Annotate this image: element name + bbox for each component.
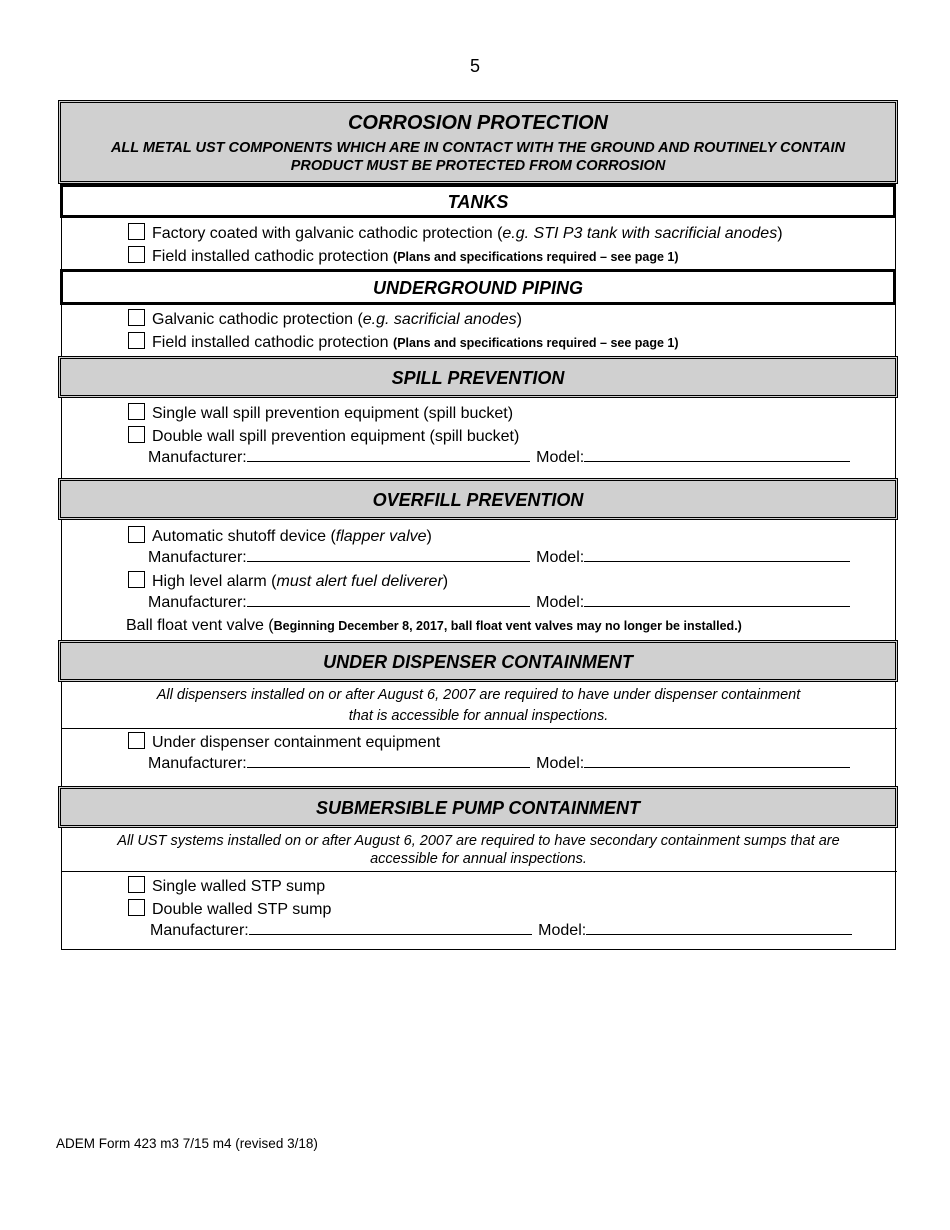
piping-header: [60, 269, 896, 305]
piping-field-installed-checkbox[interactable]: [128, 332, 145, 349]
overfill-option-shutoff[interactable]: Automatic shutoff device (flapper valve): [128, 526, 432, 546]
spill-title: SPILL PREVENTION: [391, 368, 565, 388]
corrosion-subtitle-line2: PRODUCT MUST BE PROTECTED FROM CORROSION: [290, 158, 666, 174]
submersible-title: SUBMERSIBLE PUMP CONTAINMENT: [316, 798, 640, 818]
dispenser-title: UNDER DISPENSER CONTAINMENT: [323, 652, 633, 672]
tanks-section: [61, 218, 896, 269]
tanks-option-field-installed[interactable]: Field installed cathodic protection (Plans and specifications required – see page 1): [128, 246, 679, 266]
submersible-note-line1: All UST systems installed on or after August 6, 2007 are required to have secondary containment sumps that are: [117, 833, 840, 849]
submersible-header: [58, 786, 898, 828]
dispenser-model-field[interactable]: [584, 755, 850, 768]
overfill-option-alarm[interactable]: High level alarm (must alert fuel deliverer): [128, 571, 448, 591]
dispenser-manufacturer-field[interactable]: [247, 755, 530, 768]
spill-manufacturer-model: Manufacturer: Model:: [148, 449, 850, 467]
dispenser-section: [61, 682, 896, 786]
tanks-option-factory-coated[interactable]: Factory coated with galvanic cathodic protection (e.g. STI P3 tank with sacrificial anodes): [128, 223, 783, 243]
ball-float-vent-note: Ball float vent valve (Beginning December 8, 2017, ball float vent valves may no longer be installed.): [126, 617, 742, 634]
piping-option-galvanic[interactable]: Galvanic cathodic protection (e.g. sacrificial anodes): [128, 309, 522, 329]
submersible-model-field[interactable]: [586, 922, 852, 935]
submersible-note-line2: accessible for annual inspections.: [370, 851, 587, 867]
spill-option-single-wall[interactable]: Single wall spill prevention equipment (spill bucket): [128, 403, 513, 423]
corrosion-subtitle-line1: ALL METAL UST COMPONENTS WHICH ARE IN CONTACT WITH THE GROUND AND ROUTINELY CONTAIN: [110, 140, 846, 156]
piping-section: [61, 305, 896, 356]
shutoff-manufacturer-field[interactable]: [247, 549, 530, 562]
dispenser-note-line1: All dispensers installed on or after August 6, 2007 are required to have under dispenser containment: [156, 687, 801, 703]
tanks-header: [60, 184, 896, 218]
page-number: 5: [469, 56, 480, 76]
spill-option-double-wall[interactable]: Double wall spill prevention equipment (spill bucket): [128, 426, 519, 446]
piping-title: UNDERGROUND PIPING: [372, 278, 583, 298]
overfill-section: [61, 520, 896, 640]
alarm-model-field[interactable]: [584, 594, 850, 607]
corrosion-header: [58, 100, 898, 184]
submersible-section: [61, 828, 896, 950]
dispenser-containment-checkbox[interactable]: [128, 732, 145, 749]
double-wall-spill-checkbox[interactable]: [128, 426, 145, 443]
tanks-field-installed-checkbox[interactable]: [128, 246, 145, 263]
single-stp-sump-checkbox[interactable]: [128, 876, 145, 893]
submersible-manufacturer-field[interactable]: [249, 922, 532, 935]
dispenser-header: [58, 640, 898, 682]
overfill-title: OVERFILL PREVENTION: [372, 490, 584, 510]
shutoff-model-field[interactable]: [584, 549, 850, 562]
dispenser-option-equipment[interactable]: Under dispenser containment equipment: [128, 732, 440, 752]
high-level-alarm-checkbox[interactable]: [128, 571, 145, 588]
alarm-manufacturer-model: Manufacturer: Model:: [148, 594, 850, 612]
piping-option-field-installed[interactable]: Field installed cathodic protection (Plans and specifications required – see page 1): [128, 332, 679, 352]
form-footer: ADEM Form 423 m3 7/15 m4 (revised 3/18): [56, 1136, 318, 1151]
spill-section: [61, 398, 896, 478]
divider: [62, 871, 897, 872]
shutoff-manufacturer-model: Manufacturer: Model:: [148, 549, 850, 567]
spill-header: [58, 356, 898, 398]
tanks-title: TANKS: [447, 192, 509, 212]
submersible-option-double[interactable]: Double walled STP sump: [128, 899, 331, 919]
double-stp-sump-checkbox[interactable]: [128, 899, 145, 916]
alarm-manufacturer-field[interactable]: [247, 594, 530, 607]
factory-coated-checkbox[interactable]: [128, 223, 145, 240]
spill-model-field[interactable]: [584, 449, 850, 462]
shutoff-device-checkbox[interactable]: [128, 526, 145, 543]
submersible-manufacturer-model: Manufacturer: Model:: [150, 922, 852, 940]
divider: [62, 728, 897, 729]
dispenser-manufacturer-model: Manufacturer: Model:: [148, 755, 850, 773]
dispenser-note-line2: that is accessible for annual inspections.: [348, 708, 609, 724]
overfill-header: [58, 478, 898, 520]
galvanic-checkbox[interactable]: [128, 309, 145, 326]
spill-manufacturer-field[interactable]: [247, 449, 530, 462]
submersible-option-single[interactable]: Single walled STP sump: [128, 876, 325, 896]
corrosion-title: CORROSION PROTECTION: [347, 112, 608, 134]
single-wall-spill-checkbox[interactable]: [128, 403, 145, 420]
